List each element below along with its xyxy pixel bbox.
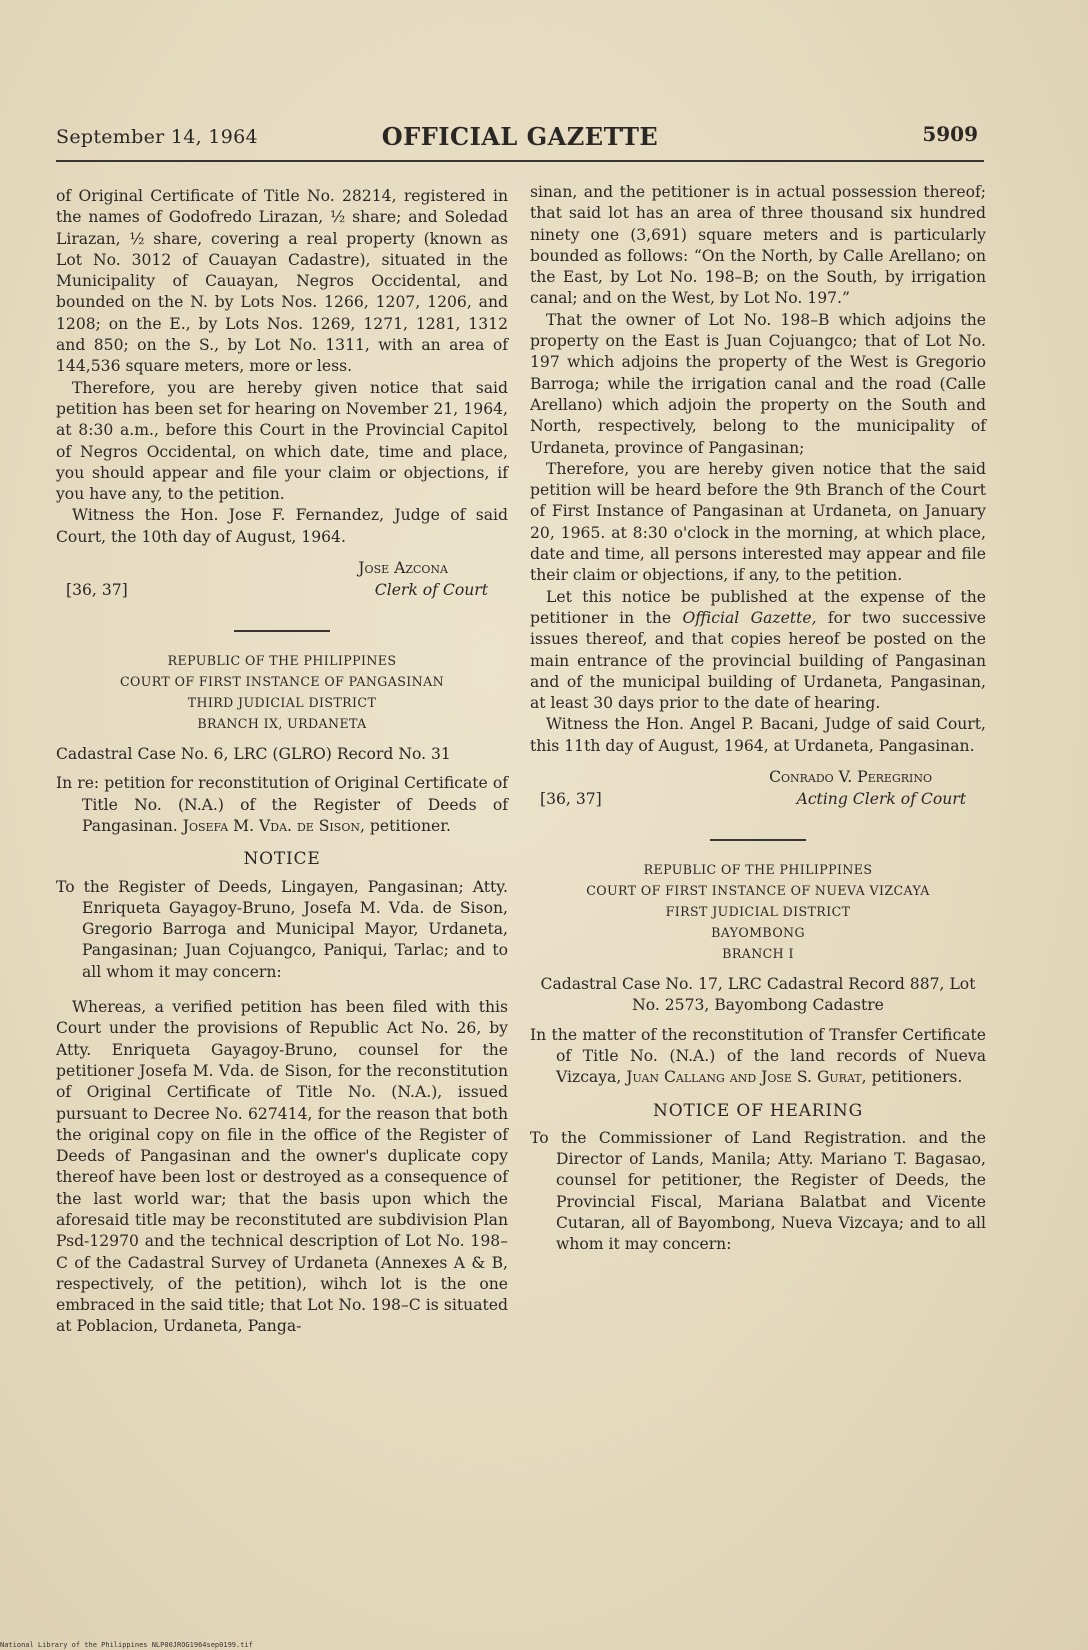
in-re-text: In re: petition for reconstitution of Original Certificate of Title No. (N.A.) of the Register of Deeds of Pangasinan.	[56, 774, 508, 835]
notice-heading: NOTICE	[243, 849, 321, 870]
addressees: To the Register of Deeds, Lingayen, Pangasinan; Atty. Enriqueta Gayagoy-Bruno, Josefa M. Vda. de Sison, Gregorio Barroga and Municipal Mayor, Urdaneta, Pangasinan; Juan Cojuangco, Paniqui, Tarlac; and to all whom it may concern:	[56, 877, 508, 981]
in-re-clause	[56, 773, 508, 837]
section-divider	[234, 630, 330, 632]
scan-identifier: National Library of the Philippines NLP00JROG1964sep0199.tif	[0, 1641, 253, 1649]
petitioner-label: petitioner.	[369, 816, 451, 835]
left-paragraph-3: Witness the Hon. Jose F. Fernandez, Judge of said Court, the 10th day of August, 1964.	[56, 506, 508, 546]
petitioner-names: Juan Callang and Jose S. Gurat,	[626, 1068, 867, 1087]
signatory-title: Clerk of Court	[374, 581, 488, 600]
case-number: Cadastral Case No. 6, LRC (GLRO) Record No. 31	[56, 745, 451, 764]
petitioner-name: Josefa M. Vda. de Sison,	[182, 816, 365, 835]
caption-line: FIRST JUDICIAL DISTRICT	[665, 904, 851, 920]
matter-text: In the matter of the reconstitution of Transfer Certificate of Title No. (N.A.) of the land records of Nueva Vizcaya,	[530, 1025, 986, 1087]
court-caption	[56, 650, 508, 734]
header-date: September 14, 1964	[56, 126, 258, 148]
left-paragraph-2: Therefore, you are hereby given notice that said petition has been set for hearing on November 21, 1964, at 8:30 a.m., before this Court in the Provincial Capitol of Negros Occidental, on which date, time and place, you should appear and file your claim or objections, if you have any, to the petition.	[56, 378, 508, 504]
caption-line: COURT OF FIRST INSTANCE OF NUEVA VIZCAYA	[586, 883, 930, 899]
issue-code: [36, 37]	[540, 790, 602, 809]
court-caption	[530, 859, 986, 964]
notice-heading: NOTICE OF HEARING	[653, 1100, 863, 1121]
publication-text-a: Let this notice be published at the expense of the petitioner in the	[530, 587, 986, 627]
case-number: Cadastral Case No. 17, LRC Cadastral Record 887, Lot No. 2573, Bayombong Cadastre	[540, 975, 976, 1015]
page-header	[56, 122, 984, 162]
caption-line: COURT OF FIRST INSTANCE OF PANGASINAN	[120, 674, 444, 690]
signature-block-1	[56, 558, 508, 604]
right-paragraph-5: Witness the Hon. Angel P. Bacani, Judge of said Court, this 11th day of August, 1964, at Urdaneta, Pangasinan.	[530, 715, 986, 755]
section-divider	[710, 839, 806, 841]
publication-text-b: for two successive issues thereof, and that copies hereof be posted on the main entrance of the provincial building of Pangasinan and of the municipal building of Urdaneta, Pangasinan, at least 30 days prior to the date of hearing.	[530, 608, 986, 713]
signatory-name: Conrado V. Peregrino	[769, 768, 932, 787]
caption-line: BAYOMBONG	[711, 925, 805, 941]
caption-line: REPUBLIC OF THE PHILIPPINES	[643, 862, 873, 878]
petitioner-label: petitioners.	[871, 1068, 963, 1087]
gazette-name: Official Gazette,	[682, 608, 817, 627]
right-paragraph-1: sinan, and the petitioner is in actual possession thereof; that said lot has an area of three thousand six hundred ninety one (3,691) square meters and is particularly bounded as follows: “On the North, by Calle Arellano; on the East, by Lot No. 198–B; on the South, by irrigation canal; and on the West, by Lot No. 197.”	[530, 183, 986, 308]
signature-block-2	[530, 767, 986, 813]
caption-line: BRANCH I	[722, 946, 794, 962]
caption-line: THIRD JUDICIAL DISTRICT	[187, 695, 377, 711]
header-rule	[56, 160, 984, 162]
signatory-title: Acting Clerk of Court	[796, 790, 966, 809]
addressees: To the Commissioner of Land Registration. and the Director of Lands, Manila; Atty. Mariano T. Bagasao, counsel for petitioner, the Register of Deeds, the Provincial Fiscal, Mariana Balatbat and Vicente Cutaran, all of Bayombong, Nueva Vizcaya; and to all whom it may concern:	[530, 1128, 986, 1254]
right-paragraph-2: That the owner of Lot No. 198–B which adjoins the property on the East is Juan Cojuangco; that of Lot No. 197 which adjoins the property of the West is Gregorio Barroga; while the irrigation canal and the road (Calle Arellano) which adjoin the property on the South and North, respectively, belong to the municipality of Urdaneta, province of Pangasinan;	[530, 310, 986, 457]
caption-line: BRANCH IX, URDANETA	[197, 716, 367, 732]
header-title: OFFICIAL GAZETTE	[381, 122, 659, 151]
in-the-matter-clause	[530, 1025, 986, 1089]
left-column	[56, 186, 508, 1338]
caption-line: REPUBLIC OF THE PHILIPPINES	[167, 653, 397, 669]
signatory-name: Jose Azcona	[358, 559, 448, 578]
right-paragraph-3: Therefore, you are hereby given notice that the said petition will be heard before the 9th Branch of the Court of First Instance of Pangasinan at Urdaneta, on January 20, 1965. at 8:30 o'clock in the morning, at which place, date and time, all persons interested may appear and file their claim or objections, if any, to the petition.	[530, 459, 986, 585]
left-paragraph-4: Whereas, a verified petition has been filed with this Court under the provisions of Republic Act No. 26, by Atty. Enriqueta Gayagoy-Bruno, counsel for the petitioner Josefa M. Vda. de Sison, for the reconstitution of Original Certificate of Title No. (N.A.), issued pursuant to Decree No. 627414, for the reason that both the original copy on file in the office of the Register of Deeds of Pangasinan and the owner's duplicate copy thereof have been lost or destroyed as a consequence of the last world war; that the basis upon which the aforesaid title may be reconstituted are subdivision Plan Psd-12970 and the technical description of Lot No. 198–C of the Cadastral Survey of Urdaneta (Annexes A & B, respectively, of the petition), wihch lot is the one embraced in the said title; that Lot No. 198–C is situated at Poblacion, Urdaneta, Panga-	[56, 998, 508, 1336]
left-paragraph-1: of Original Certificate of Title No. 28214, registered in the names of Godofredo Lirazan, ½ share; and Soledad Lirazan, ½ share, covering a real property (known as Lot No. 3012 of Cauayan Cadastre), situated in the Municipality of Cauayan, Negros Occidental, and bounded on the N. by Lots Nos. 1266, 1207, 1206, and 1208; on the E., by Lots Nos. 1269, 1271, 1281, 1312 and 850; on the S., by Lot No. 1311, with an area of 144,536 square meters, more or less.	[56, 187, 508, 376]
issue-code: [36, 37]	[66, 581, 128, 600]
right-column	[530, 182, 986, 1256]
right-paragraph-4	[530, 587, 986, 715]
header-page-number: 5909	[922, 122, 978, 146]
